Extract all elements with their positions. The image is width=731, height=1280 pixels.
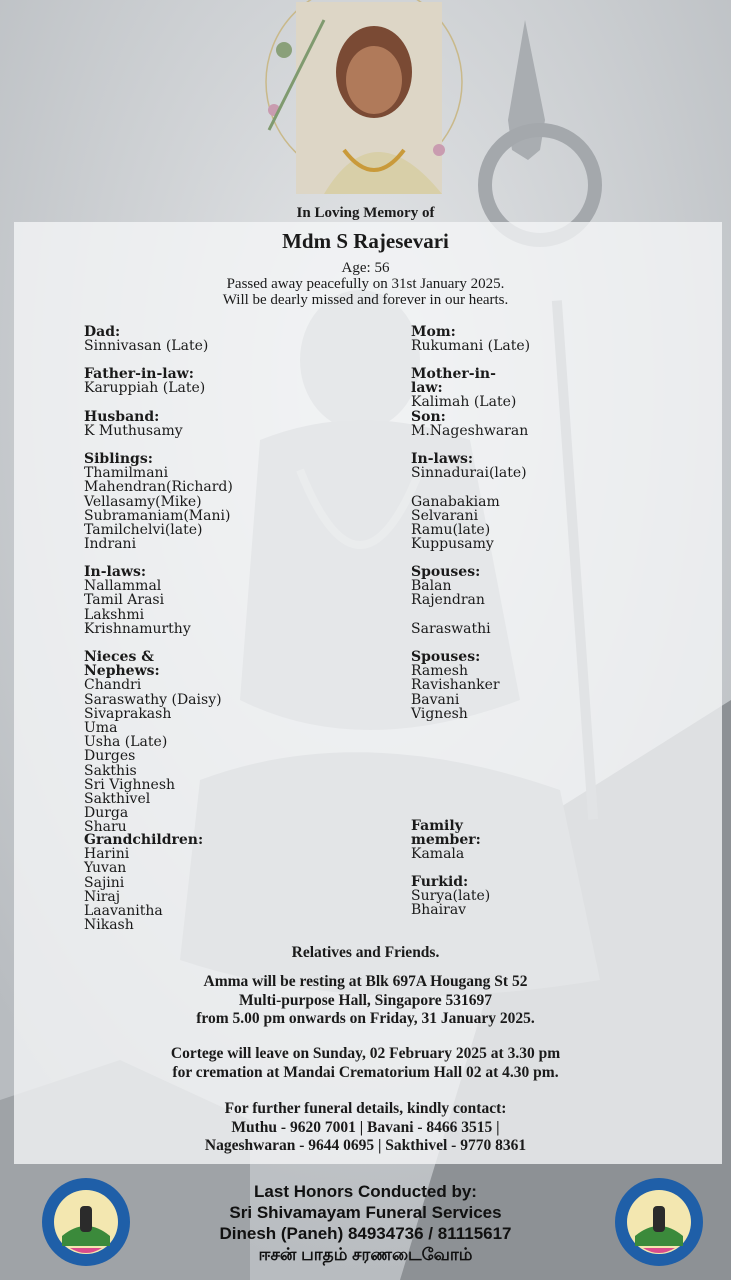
- group-names: Sinnivasan (Late): [84, 338, 209, 355]
- group-names: Nallammal Tamil Arasi Lakshmi Krishnamurthy: [84, 578, 191, 637]
- cortege-details: [0, 1045, 731, 1082]
- group-heading: Son:: [411, 409, 446, 425]
- group-heading: In-laws:: [411, 451, 474, 467]
- family-group: [84, 367, 205, 395]
- cortege-line: for cremation at Mandai Crematorium Hall 02 at 4.30 pm.: [172, 1063, 559, 1081]
- family-group: [411, 650, 500, 721]
- passed-away-text: Passed away peacefully on 31st January 2025.: [226, 276, 505, 292]
- footer-line: Sri Shivamayam Funeral Services: [229, 1203, 502, 1222]
- group-heading: Husband:: [84, 409, 160, 425]
- group-names: Harini Yuvan Sajini Niraj Laavanitha Nikash: [84, 846, 163, 934]
- contact-line: Muthu - 9620 7001 | Bavani - 8466 3515 |: [231, 1118, 500, 1136]
- deceased-name: Mdm S Rajesevari: [282, 229, 449, 253]
- family-group: [84, 565, 191, 636]
- family-group: [411, 325, 530, 353]
- group-heading: Nieces & Nephews:: [84, 649, 160, 680]
- intro-text: In Loving Memory of: [296, 205, 435, 221]
- group-names: Balan Rajendran Saraswathi: [411, 578, 491, 637]
- footer-line: Last Honors Conducted by:: [254, 1182, 477, 1201]
- group-names: Rukumani (Late): [411, 338, 531, 355]
- family-group: [411, 410, 528, 438]
- group-heading: Siblings:: [84, 451, 153, 467]
- family-group: [411, 565, 491, 636]
- group-heading: In-laws:: [84, 564, 147, 580]
- group-names: Kamala: [411, 846, 465, 863]
- resting-line: from 5.00 pm onwards on Friday, 31 January 2025.: [196, 1010, 535, 1027]
- group-names: Kalimah (Late): [411, 394, 517, 411]
- contact-line: For further funeral details, kindly contact:: [224, 1100, 507, 1117]
- family-group: [411, 452, 527, 551]
- resting-details: [0, 973, 731, 1029]
- group-heading: Spouses:: [411, 649, 481, 665]
- group-heading: Furkid:: [411, 874, 469, 890]
- funeral-service-logo-right: [613, 1176, 705, 1268]
- contact-details: [0, 1100, 731, 1156]
- family-group: [411, 875, 490, 918]
- funeral-service-logo-left: [40, 1176, 132, 1268]
- group-names: Thamilmani Mahendran(Richard) Vellasamy(Mike) Subramaniam(Mani) Tamilchelvi(late) Indrani: [84, 465, 233, 553]
- group-heading: Spouses:: [411, 564, 481, 580]
- group-heading: Father-in-law:: [84, 366, 194, 382]
- family-group: [411, 367, 516, 410]
- portrait-photo: [264, 0, 464, 196]
- footer-line: Dinesh (Paneh) 84934736 / 81115617: [219, 1224, 512, 1243]
- group-names: Karuppiah (Late): [84, 380, 206, 397]
- group-heading: Dad:: [84, 324, 121, 340]
- relatives-text: Relatives and Friends.: [291, 944, 440, 961]
- group-heading: Mom:: [411, 324, 456, 340]
- contact-line: Nageshwaran - 9644 0695 | Sakthivel - 9770 8361: [204, 1137, 527, 1154]
- family-group: [84, 452, 233, 551]
- family-group: [84, 325, 208, 353]
- resting-line: Multi-purpose Hall, Singapore 531697: [239, 991, 492, 1009]
- group-names: M.Nageshwaran: [411, 423, 529, 440]
- group-heading: Grandchildren:: [84, 832, 204, 848]
- family-group: [411, 819, 481, 862]
- group-heading: Family member:: [411, 818, 481, 849]
- footer-tamil-line: ஈசன் பாதம் சரணடைவோம்: [258, 1245, 473, 1264]
- family-group: [84, 650, 222, 835]
- group-names: K Muthusamy: [84, 423, 183, 440]
- group-names: Sinnadurai(late) Ganabakiam Selvarani Ramu(late) Kuppusamy: [411, 465, 527, 553]
- resting-line: Amma will be resting at Blk 697A Hougang St 52: [203, 973, 528, 990]
- group-names: Chandri Saraswathy (Daisy) Sivaprakash Uma Usha (Late) Durges Sakthis Sri Vighnesh Sakthivel Durga Sharu: [84, 677, 222, 836]
- cortege-line: Cortege will leave on Sunday, 02 February 2025 at 3.30 pm: [170, 1045, 561, 1062]
- family-group: [84, 410, 183, 438]
- group-names: Surya(late) Bhairav: [411, 888, 491, 919]
- family-group: [84, 833, 203, 932]
- missed-text: Will be dearly missed and forever in our hearts.: [222, 292, 509, 308]
- group-heading: Mother-in-law:: [411, 366, 496, 397]
- group-names: Ramesh Ravishanker Bavani Vignesh: [411, 663, 500, 722]
- age-text: Age: 56: [341, 260, 390, 276]
